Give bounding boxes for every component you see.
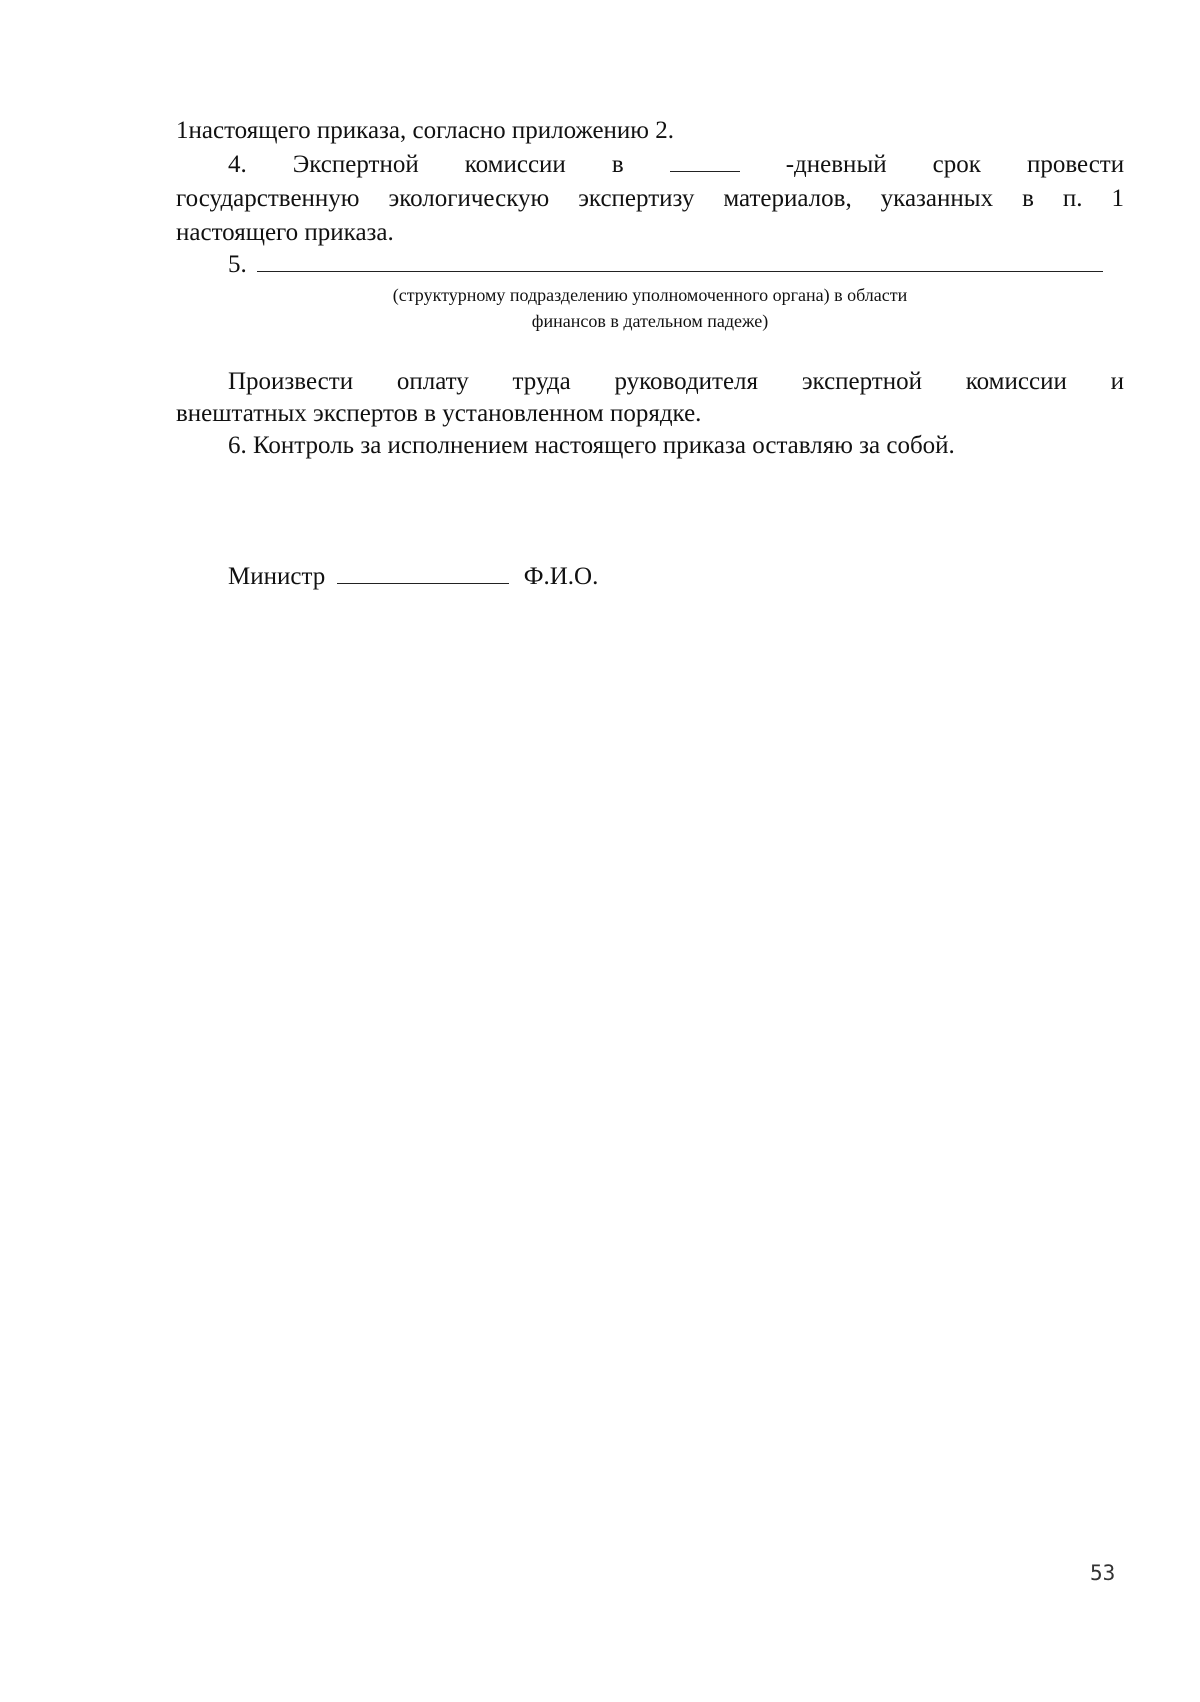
item-4-number: 4. (228, 151, 247, 178)
text-line-6 (176, 367, 1124, 397)
text-line-7: внештатных экспертов в установленном порядке. (176, 400, 702, 427)
item-4-word: Экспертной (292, 151, 419, 178)
item-6-line: 6. Контроль за исполнением настоящего приказа оставляю за собой. (228, 432, 955, 459)
item-4-word: -дневный (785, 151, 887, 178)
item-4-word: комиссии (464, 151, 566, 178)
signature-title: Министр (228, 563, 326, 590)
signature-name: Ф.И.О. (523, 563, 599, 590)
caption-line-2: финансов в дательном падеже) (531, 311, 769, 331)
text-line-4: настоящего приказа. (176, 219, 394, 246)
caption-line-1: (структурному подразделению уполномоченного органа) в области (392, 285, 908, 305)
department-blank-field (257, 251, 1103, 272)
item-4-first-line (176, 150, 1124, 180)
page-number: 53 (1090, 1561, 1116, 1585)
signature-blank-field (337, 563, 509, 584)
item-5-number: 5. (228, 251, 247, 278)
days-blank-field (670, 151, 740, 172)
item-5-line (228, 250, 1103, 280)
text-line-1: 1настоящего приказа, согласно приложению 2. (176, 117, 674, 144)
signature-block (228, 562, 598, 592)
item-4-word: срок (932, 151, 981, 178)
item-4-word: в (611, 151, 624, 178)
item-4-word: провести (1026, 151, 1125, 178)
text-line-6-text: Произвести оплату труда руководителя экспертной комиссии и (228, 368, 1124, 395)
text-line-3: государственную экологическую экспертизу материалов, указанных в п. 1 (176, 185, 1124, 212)
